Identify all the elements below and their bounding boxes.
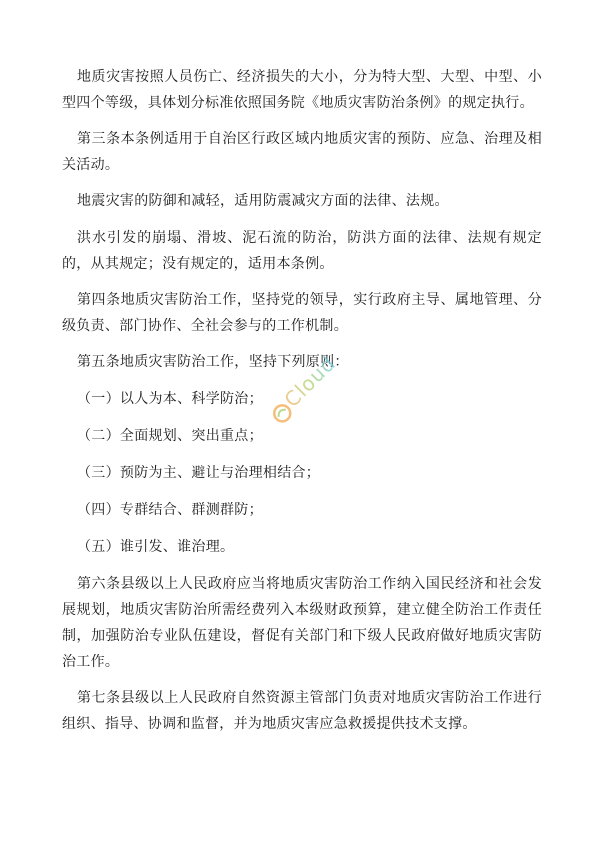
paragraph-article-7: 第七条县级以上人民政府自然资源主管部门负责对地质灾害防治工作进行组织、指导、协调和监督，并为地质灾害应急救援提供技术支撑。	[62, 690, 542, 732]
principle-item-4: （四）专群结合、群测群防；	[77, 502, 263, 518]
paragraph-article-4: 第四条地质灾害防治工作，坚持党的领导，实行政府主导、属地管理、分级负责、部门协作、全社会参与的工作机制。	[62, 292, 542, 334]
watermark-text: Cloud	[279, 351, 341, 412]
principle-item-1: （一）以人为本、科学防治；	[77, 391, 263, 407]
paragraph-article-3: 第三条本条例适用于自治区行政区域内地质灾害的预防、应急、治理及相关活动。	[62, 131, 542, 173]
paragraph-article-6: 第六条县级以上人民政府应当将地质灾害防治工作纳入国民经济和社会发展规划，地质灾害防治所需经费列入本级财政预算，建立健全防治工作责任制，加强防治专业队伍建设，督促有关部门和下级人民政府做好地质灾害防治工作。	[62, 576, 542, 670]
principle-item-5: （五）谁引发、谁治理。	[77, 539, 235, 555]
paragraph-earthquake: 地震灾害的防御和减轻，适用防震减灾方面的法律、法规。	[77, 193, 449, 209]
paragraph-flood: 洪水引发的崩塌、滑坡、泥石流的防治，防洪方面的法律、法规有规定的，从其规定；没有规定的，适用本条例。	[62, 230, 542, 272]
paragraph-disaster-levels: 地质灾害按照人员伤亡、经济损失的大小，分为特大型、大型、中型、小型四个等级，具体划分标准依照国务院《地质灾害防治条例》的规定执行。	[62, 69, 542, 111]
paragraph-article-5: 第五条地质灾害防治工作，坚持下列原则：	[77, 354, 349, 370]
principle-item-3: （三）预防为主、避让与治理相结合；	[77, 465, 321, 481]
principle-item-2: （二）全面规划、突出重点；	[77, 428, 263, 444]
